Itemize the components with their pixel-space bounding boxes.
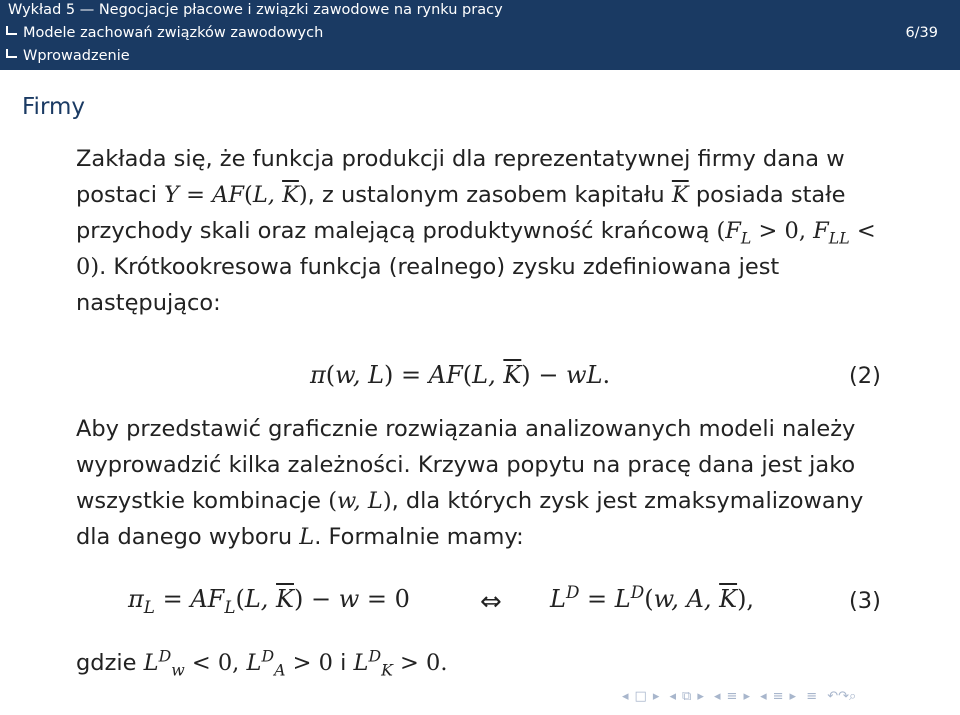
paragraph-1-text-a: Zakłada się, że funkcja produkcji dla reprezentatywnej firmy dana w postaci xyxy=(76,146,845,208)
nav-next-section-icon[interactable]: ▸ xyxy=(743,689,750,704)
header-bar xyxy=(0,0,960,70)
lecture-title[interactable]: Wykład 5 — Negocjacje płacowe i związki zawodowe na rynku pracy xyxy=(8,2,503,18)
nav-section-icon[interactable]: ≡ xyxy=(726,689,738,704)
nav-prev-part-icon[interactable]: ◂ xyxy=(760,689,767,704)
nav-frame-icon[interactable]: □ xyxy=(634,689,647,704)
paragraph-1-text-b: , z ustalonym zasobem kapitału xyxy=(307,182,672,208)
equation-number-2: (2) xyxy=(849,363,881,389)
page-number: 6/39 xyxy=(905,25,938,41)
nav-toc-icon[interactable]: ≡ xyxy=(806,689,818,704)
nav-next-sub-icon[interactable]: ▸ xyxy=(697,689,704,704)
paragraph-1-text-d: . Krótkookresowa funkcja (realnego) zysku zdefiniowana jest następująco: xyxy=(76,254,780,316)
nav-sub-icon[interactable]: ⧉ xyxy=(682,689,692,704)
subsection-title[interactable] xyxy=(6,46,130,66)
math-production-function: Y = AF(L, $\overline{K}$) xyxy=(164,182,308,208)
paragraph-2-text-c: . Formalnie mamy: xyxy=(314,524,524,550)
equation-number-3: (3) xyxy=(849,588,881,614)
frame-title: Firmy xyxy=(22,94,86,120)
equation-labor-demand: $L^D = L^D(w$, A, $\overline{K}$), xyxy=(550,582,755,613)
math-capital: $\overline{K}$ xyxy=(671,182,689,208)
nav-next-part-icon[interactable]: ▸ xyxy=(789,689,797,704)
derivative-conditions xyxy=(76,646,448,680)
nav-part-icon[interactable]: ≡ xyxy=(772,689,784,704)
math-derivative-signs-b: $L^D_K > 0$. xyxy=(353,646,448,680)
math-derivative-signs-a: $L^D_w < 0$, $L^D_A > 0$ xyxy=(143,646,333,680)
equation-foc: $\pi_L = AF_L(L$, $\overline{K}) - w = 0$ xyxy=(128,585,410,617)
math-l: L xyxy=(299,524,315,550)
nav-search-icon[interactable]: ↶↷⌕ xyxy=(827,689,857,704)
last-line-prefix: gdzie xyxy=(76,650,144,676)
paragraph-1 xyxy=(76,141,896,321)
nav-next-frame-icon[interactable]: ▸ xyxy=(652,689,660,704)
paragraph-1-text-c: posiada stałe przychody skali oraz malejącą produktywność krańcową xyxy=(76,182,846,244)
nav-prev-frame-icon[interactable]: ◂ xyxy=(622,689,629,704)
tree-corner-icon xyxy=(6,49,17,58)
beamer-navigation xyxy=(622,689,952,709)
math-marginal-conditions: ($F_L > 0$, $F_{LL} < 0$) xyxy=(76,218,876,280)
math-wl-pair: (w, L) xyxy=(328,488,392,514)
nav-prev-sub-icon[interactable]: ◂ xyxy=(669,689,677,704)
paragraph-2-text-a: Aby przedstawić graficznie rozwiązania analizowanych modeli należy wyprowadzić kilka zależności. Krzywa popytu na pracę dana jest jako wszystkie kombinacje xyxy=(76,416,856,514)
section-label: Modele zachowań związków zawodowych xyxy=(23,25,324,41)
equation-profit: π(w, L) = AF(L, $\overline{K}$) − wL. xyxy=(310,361,611,389)
section-title[interactable] xyxy=(6,23,323,43)
nav-prev-section-icon[interactable]: ◂ xyxy=(714,689,721,704)
tree-corner-icon xyxy=(6,26,17,35)
last-line-conj: i xyxy=(332,650,354,676)
paragraph-2-text-b: , dla których zysk jest zmaksymalizowany dla danego wyboru xyxy=(76,488,864,550)
paragraph-2 xyxy=(76,411,896,555)
subsection-label: Wprowadzenie xyxy=(23,48,130,64)
iff-arrow-icon: ⇔ xyxy=(480,587,502,617)
